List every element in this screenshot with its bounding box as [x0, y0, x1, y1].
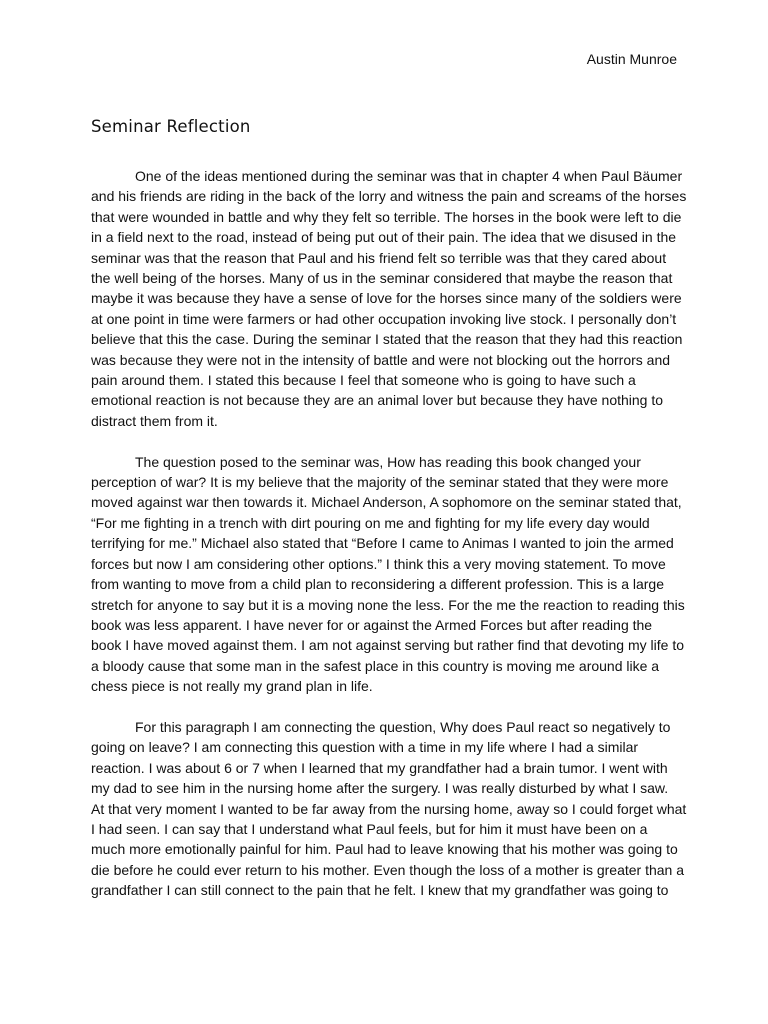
paragraph-line: The question posed to the seminar was, How has reading this book changed your [135, 453, 641, 470]
paragraph-line: going on leave? I am connecting this question with a time in my life where I had a similar [91, 739, 639, 756]
paragraph [91, 452, 687, 697]
paragraph-line: emotional reaction is not because they are an animal lover but because they have nothing to [91, 392, 664, 409]
paragraph [91, 166, 687, 431]
author-name: Austin Munroe [586, 51, 677, 67]
paragraph-line: book I have moved against them. I am not against serving but rather find that devoting my life to [91, 637, 684, 654]
paragraph-line: perception of war? It is my believe that the majority of the seminar stated that they were more [91, 474, 669, 491]
paragraph-line: At that very moment I wanted to be far away from the nursing home, away so I could forget what [91, 800, 687, 817]
paragraph-line: forces but now I am considering other options.” I think this a very moving statement. To move [91, 555, 666, 572]
document-title: Seminar Reflection [91, 117, 251, 136]
paragraph-line: a bloody cause that some man in the safest place in this country is moving me around like a [91, 657, 660, 674]
paragraph-line: terrifying for me.” Michael also stated that “Before I came to Animas I wanted to join the armed [91, 535, 674, 552]
paragraph-line: that were wounded in battle and why they felt so terrible. The horses in the book were left to die [91, 208, 682, 225]
paragraph-line: seminar was that the reason that Paul and his friend felt so terrible was that they cared about [91, 249, 667, 266]
paragraph-line: much more emotionally painful for him. Paul had to leave knowing that his mother was going to [91, 841, 678, 858]
paragraph-line: moved against war then towards it. Michael Anderson, A sophomore on the seminar stated that, [91, 494, 682, 511]
paragraph-line: book was less apparent. I have never for or against the Armed Forces but after reading the [91, 616, 653, 633]
paragraph-line: and his friends are riding in the back of the lorry and witness the pain and screams of the horses [91, 188, 687, 205]
paragraph-line: believe that this the case. During the seminar I stated that the reason that they had this reaction [91, 331, 683, 348]
document-body [91, 166, 687, 921]
paragraph-line: chess piece is not really my grand plan in life. [91, 678, 373, 695]
paragraph-line: distract them from it. [91, 412, 218, 429]
paragraph-line: “For me fighting in a trench with dirt pouring on me and fighting for my life every day would [91, 514, 650, 531]
paragraph-line: my dad to see him in the nursing home after the surgery. I was really disturbed by what I saw. [91, 780, 669, 797]
paragraph-line: grandfather I can still connect to the pain that he felt. I knew that my grandfather was going to [91, 882, 669, 899]
paragraph-line: was because they were not in the intensity of battle and were not blocking out the horrors and [91, 351, 671, 368]
paragraph-line: reaction. I was about 6 or 7 when I learned that my grandfather had a brain tumor. I went with [91, 759, 668, 776]
paragraph [91, 717, 687, 901]
paragraph-line: at one point in time were farmers or had other occupation invoking live stock. I personally don’t [91, 310, 677, 327]
paragraph-line: in a field next to the road, instead of being put out of their pain. The idea that we disused in the [91, 229, 677, 246]
paragraph-line: I had seen. I can say that I understand what Paul feels, but for him it must have been on a [91, 820, 648, 837]
paragraph-line: stretch for anyone to say but it is a moving none the less. For the me the reaction to reading this [91, 596, 685, 613]
paragraph-line: maybe it was because they have a sense of love for the horses since many of the soldiers were [91, 290, 682, 307]
paragraph-line: pain around them. I stated this because I feel that someone who is going to have such a [91, 372, 636, 389]
paragraph-line: For this paragraph I am connecting the question, Why does Paul react so negatively to [135, 718, 671, 735]
paragraph-line: One of the ideas mentioned during the seminar was that in chapter 4 when Paul Bäumer [135, 168, 683, 184]
paragraph-line: the well being of the horses. Many of us in the seminar considered that maybe the reason that [91, 270, 673, 287]
paragraph-line: from wanting to move from a child plan to reconsidering a different profession. This is a large [91, 576, 664, 593]
paragraph-line: die before he could ever return to his mother. Even though the loss of a mother is greater than a [91, 861, 685, 878]
